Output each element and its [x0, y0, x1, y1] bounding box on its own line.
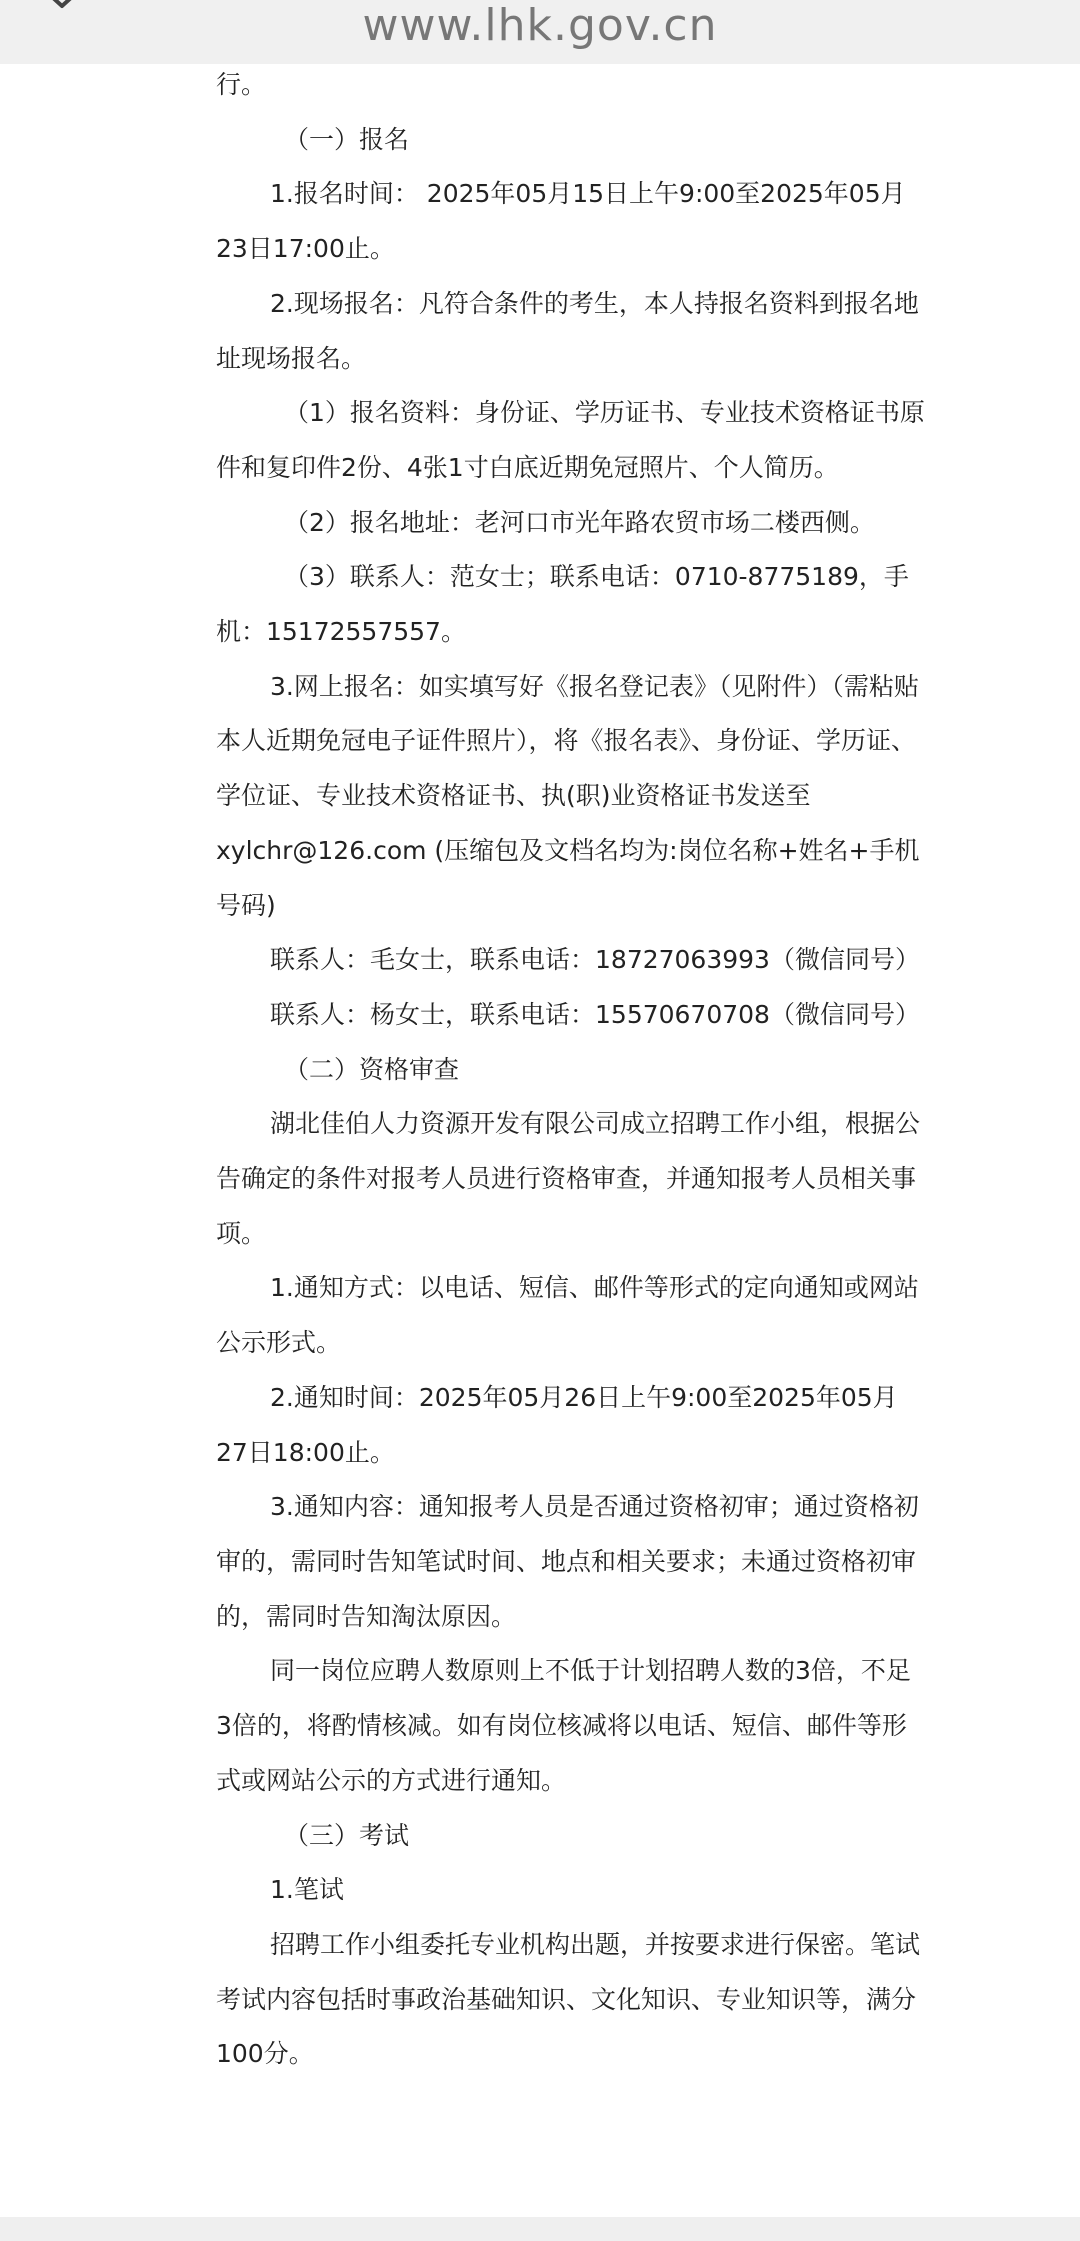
paragraph: 同一岗位应聘人数原则上不低于计划招聘人数的3倍，不足3倍的，将酌情核减。如有岗位核减将以电话、短信、邮件等形式或网站公示的方式进行通知。	[216, 1656, 911, 1795]
paragraph: 1.通知方式：以电话、短信、邮件等形式的定向通知或网站公示形式。	[216, 1273, 919, 1358]
paragraph: 2.现场报名：凡符合条件的考生，本人持报名资料到报名地址现场报名。	[216, 288, 919, 373]
browser-top-bar	[0, 0, 1080, 64]
paragraph: （二）资格审查	[284, 1054, 460, 1084]
paragraph: （3）联系人：范女士；联系电话：0710-8775189，手机：15172557557。	[216, 562, 909, 647]
paragraph: 招聘工作小组委托专业机构出题，并按要求进行保密。笔试考试内容包括时事政治基础知识、文化知识、专业知识等，满分100分。	[216, 1929, 921, 2069]
url-text[interactable]: www.lhk.gov.cn	[362, 0, 718, 51]
paragraph: 2.通知时间：2025年05月26日上午9:00至2025年05月27日18:00止。	[216, 1382, 898, 1467]
paragraph: 1.笔试	[270, 1875, 344, 1905]
article-body	[216, 58, 926, 2082]
paragraph: 行。	[216, 70, 267, 99]
paragraph: （2）报名地址：老河口市光年路农贸市场二楼西侧。	[284, 507, 875, 537]
paragraph: （一）报名	[284, 124, 410, 154]
paragraph: 3.网上报名：如实填写好《报名登记表》（见附件）（需粘贴本人近期免冠电子证件照片），将《报名表》、身份证、学历证、学位证、专业技术资格证书、执(职)业资格证书发送至xylchr@126.com (压缩包及文档名均为:岗位名称+姓名+手机号码)	[216, 671, 920, 920]
paragraph: 3.通知内容：通知报考人员是否通过资格初审；通过资格初审的，需同时告知笔试时间、地点和相关要求；未通过资格初审的，需同时告知淘汰原因。	[216, 1492, 919, 1631]
paragraph: （三）考试	[284, 1820, 410, 1850]
bottom-bar	[0, 2217, 1080, 2241]
paragraph: 湖北佳伯人力资源开发有限公司成立招聘工作小组，根据公告确定的条件对报考人员进行资格审查，并通知报考人员相关事项。	[216, 1109, 921, 1248]
paragraph: 联系人：毛女士，联系电话：18727063993（微信同号）	[270, 945, 920, 975]
paragraph: （1）报名资料：身份证、学历证书、专业技术资格证书原件和复印件2份、4张1寸白底近期免冠照片、个人简历。	[216, 398, 925, 482]
paragraph: 1.报名时间： 2025年05月15日上午9:00至2025年05月23日17:00止。	[216, 179, 906, 264]
paragraph: 联系人：杨女士，联系电话：15570670708（微信同号）	[270, 999, 920, 1029]
